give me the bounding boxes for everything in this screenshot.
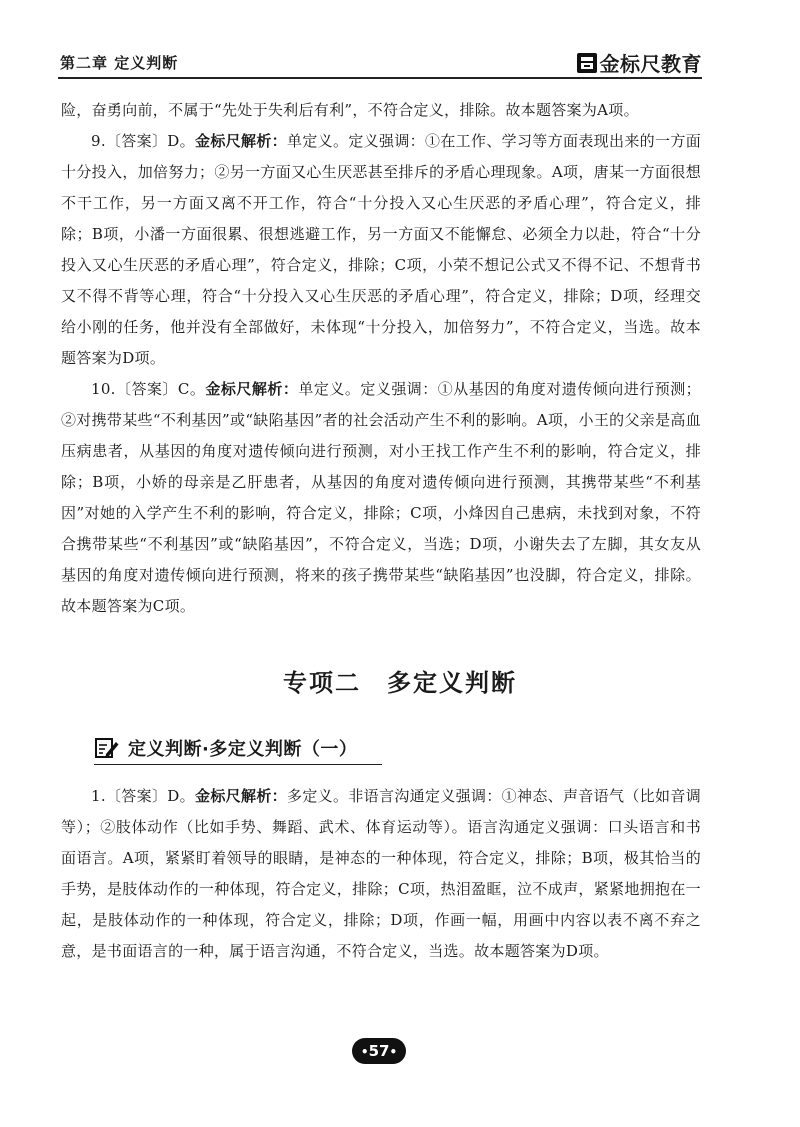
page-header	[58, 50, 702, 76]
paragraph-continuation	[61, 95, 701, 126]
page-number-badge: •57•	[352, 1038, 406, 1064]
brand-name: 金标尺教育	[599, 52, 702, 76]
subsection-divider	[94, 764, 382, 765]
answer-prefix: 10.〔答案〕C。	[91, 380, 206, 398]
subsection-header	[94, 735, 357, 761]
paragraph-text: 险，奋勇向前，不属于“先处于失利后有利”，不符合定义，排除。故本题答案为A项。	[61, 101, 639, 119]
answer-block-top	[61, 95, 701, 622]
analysis-lead: 金标尺解析：	[194, 132, 287, 150]
subsection-title: 定义判断·多定义判断（一）	[128, 739, 358, 760]
brand-logo-icon	[576, 52, 598, 74]
answer-prefix: 9.〔答案〕D。	[91, 132, 195, 150]
analysis-lead: 金标尺解析：	[205, 380, 299, 398]
answer-prefix: 1.〔答案〕D。	[91, 787, 195, 805]
chapter-title: 第二章 定义判断	[60, 54, 179, 72]
pen-paper-icon	[94, 736, 120, 760]
answer-item-1	[61, 781, 701, 967]
paragraph-text: 单定义。定义强调：①从基因的角度对遗传倾向进行预测；②对携带某些“不利基因”或“缺陷基因”者的社会活动产生不利的影响。A项，小王的父亲是高血压病患者，从基因的角度对遗传倾向进行预测，对小王找工作产生不利的影响，符合定义，排除；B项，小娇的母亲是乙肝患者，从基因的角度对遗传倾向进行预测，其携带某些“不利基因”对她的入学产生不利的影响，符合定义，排除；C项，小烽因自己患病，未找到对象，不符合携带某些“不利基因”或“缺陷基因”，不符合定义，当选；D项，小谢失去了左脚，其女友从基因的角度对遗传倾向进行预测，将来的孩子携带某些“缺陷基因”也没脚，符合定义，排除。故本题答案为C项。	[61, 380, 701, 615]
answer-block-bottom	[61, 781, 701, 967]
section-title: 专项二 多定义判断	[283, 669, 517, 697]
answer-item-9	[61, 126, 701, 374]
answer-item-10	[61, 374, 701, 622]
brand-logo	[576, 48, 703, 77]
header-divider	[58, 77, 702, 79]
paragraph-text: 多定义。非语言沟通定义强调：①神态、声音语气（比如音调等）；②肢体动作（比如手势、舞蹈、武术、体育运动等）。语言沟通定义强调：口头语言和书面语言。A项，紧紧盯着领导的眼睛，是神态的一种体现，符合定义，排除；B项，极其恰当的手势，是肢体动作的一种体现，符合定义，排除；C项，热泪盈眶，泣不成声，紧紧地拥抱在一起，是肢体动作的一种体现，符合定义，排除；D项，作画一幅，用画中内容以表不离不弃之意，是书面语言的一种，属于语言沟通，不符合定义，当选。故本题答案为D项。	[61, 787, 701, 960]
page-number: 57	[368, 1042, 390, 1060]
analysis-lead: 金标尺解析：	[194, 787, 287, 805]
paragraph-text: 单定义。定义强调：①在工作、学习等方面表现出来的一方面十分投入，加倍努力；②另一方面又心生厌恶甚至排斥的矛盾心理现象。A项，唐某一方面很想不干工作，另一方面又离不开工作，符合“十分投入又心生厌恶的矛盾心理”，符合定义，排除；B项，小潘一方面很累、很想逃避工作，另一方面又不能懈怠、必须全力以赴，符合“十分投入又心生厌恶的矛盾心理”，符合定义，排除；C项，小荣不想记公式又不得不记、不想背书又不得不背等心理，符合“十分投入又心生厌恶的矛盾心理”，符合定义，排除；D项，经理交给小刚的任务，他并没有全部做好，未体现“十分投入，加倍努力”，不符合定义，当选。故本题答案为D项。	[61, 132, 701, 367]
